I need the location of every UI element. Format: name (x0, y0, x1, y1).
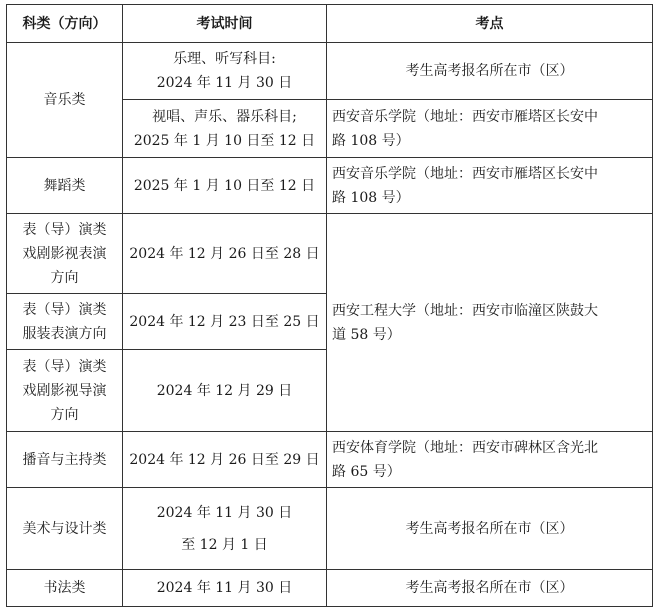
exam-time-cell: 2025 年 1 月 10 日至 12 日 (123, 158, 327, 214)
category-acting-film (7, 214, 123, 294)
category-line: 戏剧影视导演 (22, 382, 107, 399)
category-dance: 舞蹈类 (7, 158, 123, 214)
exam-time-line: 至 12 月 1 日 (181, 536, 268, 553)
category-acting-costume (7, 294, 123, 350)
venue-line: 西安体育学院（地址：西安市碑林区含光北 (332, 439, 598, 456)
exam-time-cell (123, 488, 327, 570)
category-broadcasting: 播音与主持类 (7, 432, 123, 488)
header-venue: 考点 (327, 5, 653, 43)
venue-line: 路 108 号） (332, 189, 410, 206)
table-row (7, 158, 653, 214)
category-line: 表（导）演类 (22, 358, 107, 375)
category-music: 音乐类 (7, 43, 123, 158)
table-row (7, 432, 653, 488)
venue-cell (327, 100, 653, 158)
venue-line: 路 65 号） (332, 463, 401, 480)
exam-time-line: 乐理、听写科目: (173, 51, 276, 67)
venue-line: 西安音乐学院（地址：西安市雁塔区长安中 (332, 108, 598, 125)
venue-line: 道 58 号） (332, 326, 401, 343)
category-line: 方向 (50, 269, 79, 286)
category-line: 服装表演方向 (22, 325, 107, 342)
table-row (7, 43, 653, 100)
venue-cell: 考生高考报名所在市（区） (327, 488, 653, 570)
header-exam-time: 考试时间 (123, 5, 327, 43)
exam-time-cell: 2024 年 12 月 29 日 (123, 350, 327, 432)
category-art-design: 美术与设计类 (7, 488, 123, 570)
venue-cell: 考生高考报名所在市（区） (327, 570, 653, 607)
venue-cell (327, 432, 653, 488)
category-calligraphy: 书法类 (7, 570, 123, 607)
exam-time-cell (123, 100, 327, 158)
exam-time-cell: 2024 年 12 月 23 日至 25 日 (123, 294, 327, 350)
category-directing (7, 350, 123, 432)
venue-cell: 考生高考报名所在市（区） (327, 43, 653, 100)
table-row (7, 214, 653, 294)
exam-time-line: 2024 年 11 月 30 日 (156, 75, 293, 91)
exam-time-line: 2024 年 11 月 30 日 (156, 504, 293, 521)
exam-time-cell: 2024 年 12 月 26 日至 28 日 (123, 214, 327, 294)
table-header-row (7, 5, 653, 43)
table-row (7, 488, 653, 570)
venue-cell-shared (327, 214, 653, 432)
venue-line: 西安音乐学院（地址：西安市雁塔区长安中 (332, 165, 598, 182)
category-line: 表（导）演类 (22, 221, 107, 238)
exam-time-cell: 2024 年 11 月 30 日 (123, 570, 327, 607)
category-line: 戏剧影视表演 (22, 245, 107, 262)
exam-time-cell (123, 43, 327, 100)
header-category: 科类（方向） (7, 5, 123, 43)
category-line: 表（导）演类 (22, 301, 107, 318)
category-line: 方向 (50, 406, 79, 423)
exam-schedule-table (6, 4, 653, 607)
venue-line: 西安工程大学（地址：西安市临潼区陕鼓大 (332, 302, 598, 319)
table-row (7, 570, 653, 607)
exam-time-line: 2025 年 1 月 10 日至 12 日 (133, 132, 316, 149)
exam-time-cell: 2024 年 12 月 26 日至 29 日 (123, 432, 327, 488)
exam-time-line: 视唱、声乐、器乐科目; (152, 108, 297, 125)
venue-line: 路 108 号） (332, 132, 410, 149)
venue-cell (327, 158, 653, 214)
